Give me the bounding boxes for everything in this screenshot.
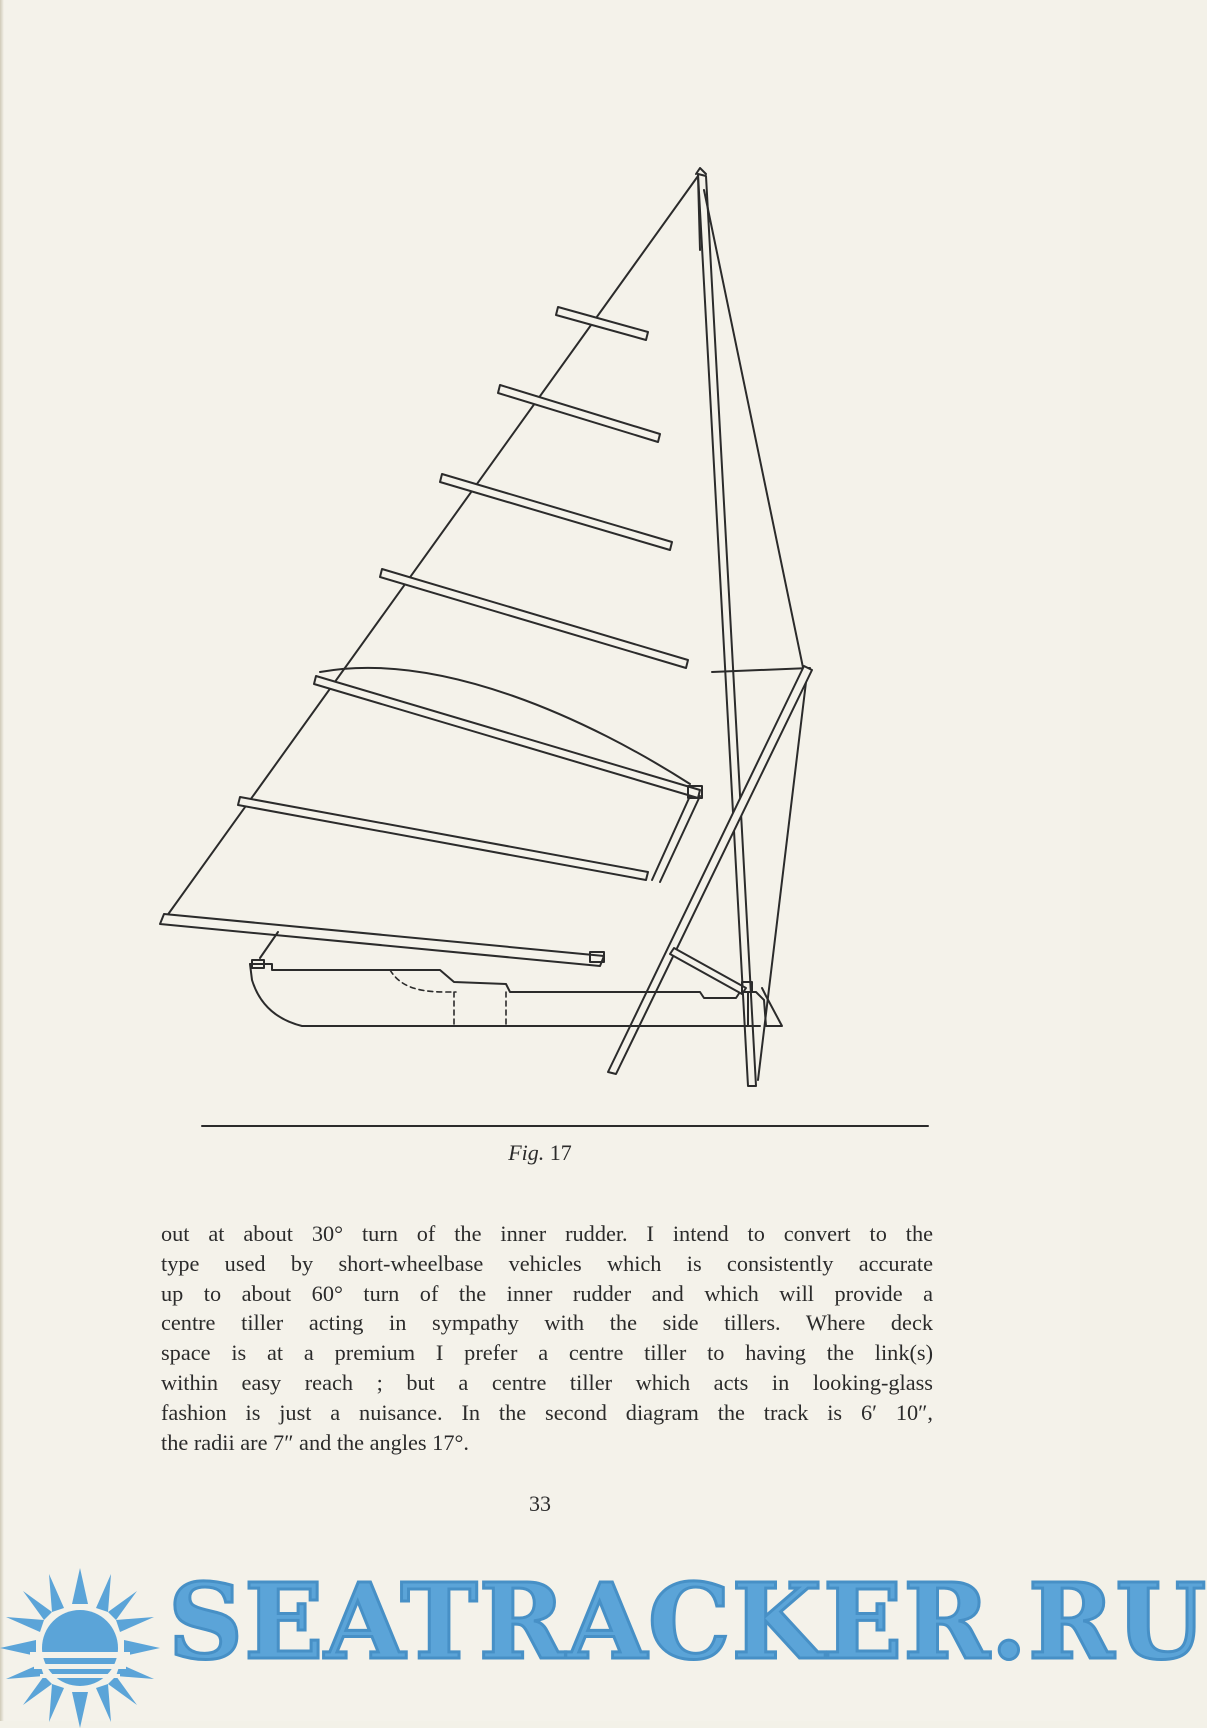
sail-luff [164, 176, 698, 920]
watermark [0, 1560, 1207, 1710]
text-line: within easy reach ; but a centre tiller which acts in looking-glass [161, 1369, 933, 1395]
boom [160, 914, 604, 966]
text-line: type used by short-wheelbase vehicles which is consistently accurate [161, 1250, 933, 1276]
batten-1 [556, 307, 648, 340]
sun-logo-icon [0, 1568, 160, 1728]
hidden-lines [390, 970, 506, 1026]
sailboat-figure [160, 180, 940, 1140]
figure-number: 17 [549, 1140, 572, 1165]
batten-2 [498, 385, 660, 442]
text-line: out at about 30° turn of the inner rudder. I intend to convert to the [161, 1221, 933, 1246]
page-number: 33 [529, 1491, 551, 1516]
body-paragraph [161, 1219, 933, 1457]
figure-label: Fig. [508, 1140, 545, 1165]
text-line: the radii are 7″ and the angles 17°. [161, 1429, 469, 1455]
text-line: space is at a premium I prefer a centre tiller to having the link(s) [161, 1340, 933, 1366]
sailboat-drawing [160, 180, 940, 1140]
batten-6 [238, 797, 648, 880]
text-line: up to about 60° turn of the inner rudder and which will provide a [161, 1280, 933, 1306]
mast [698, 174, 756, 1086]
hull-deck-line [250, 964, 782, 1026]
batten-4 [380, 569, 688, 668]
watermark-text: SEATRACKER.RU [168, 1560, 1207, 1683]
text-line: centre tiller acting in sympathy with the side tillers. Where deck [161, 1310, 933, 1336]
page-edge-shadow [0, 0, 4, 1721]
tiller [670, 948, 746, 994]
batten-3 [440, 474, 672, 550]
figure-caption [0, 1140, 1080, 1166]
hull-bottom [250, 964, 760, 1026]
text-line: fashion is just a nuisance. In the second diagram the track is 6′ 10″, [161, 1399, 933, 1425]
